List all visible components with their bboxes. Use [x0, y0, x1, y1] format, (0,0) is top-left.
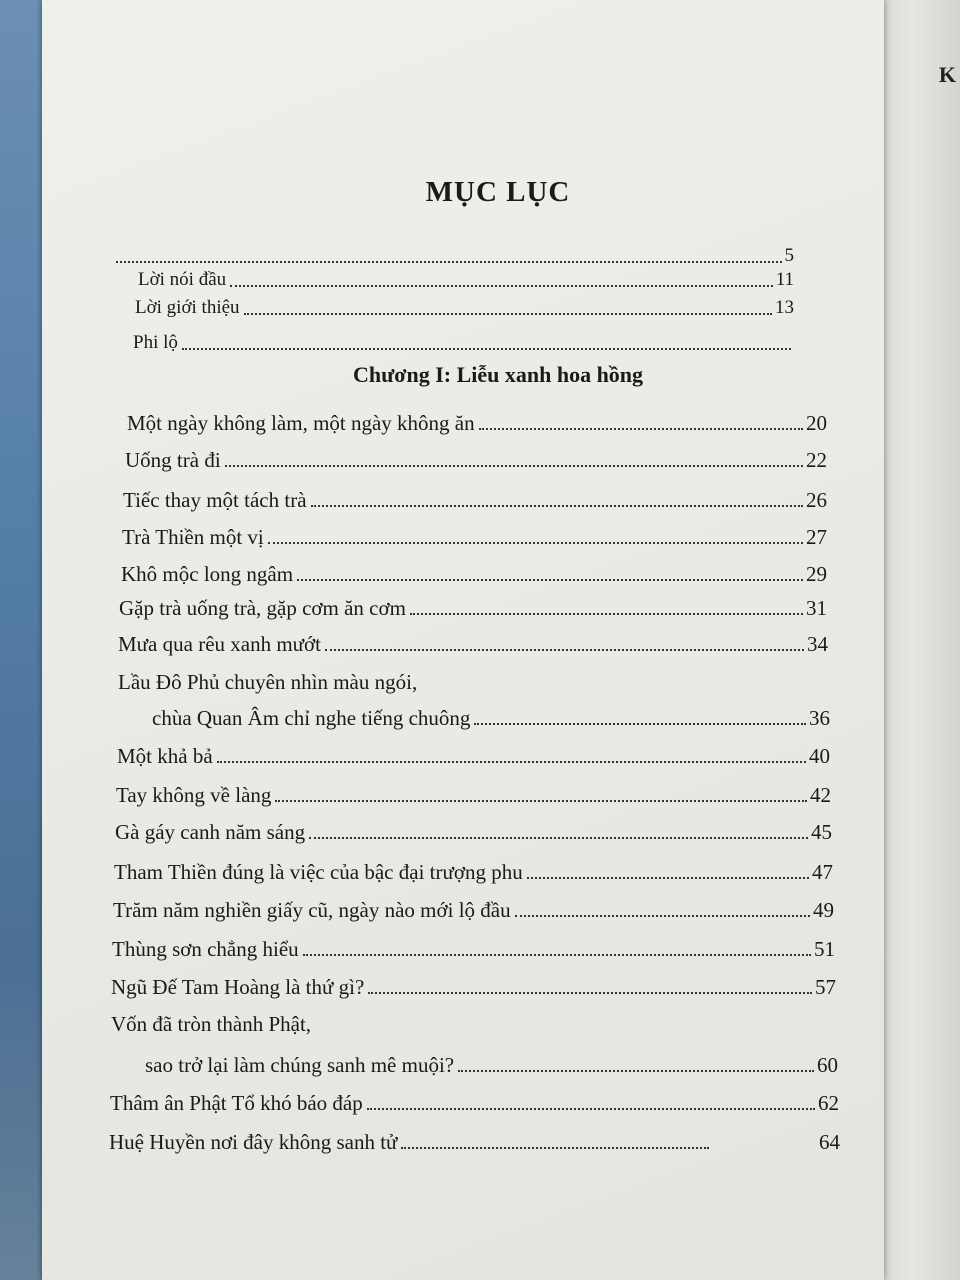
toc-entry — [138, 268, 794, 292]
toc-entry — [113, 898, 834, 922]
entry-page: 13 — [775, 297, 794, 318]
dot-leader — [309, 837, 808, 839]
dot-leader — [474, 723, 806, 725]
entry-label: Thâm ân Phật Tổ khó báo đáp — [110, 1091, 363, 1115]
toc-entry — [116, 783, 831, 807]
dot-leader — [297, 579, 803, 581]
entry-label: Tiếc thay một tách trà — [123, 488, 307, 512]
entry-label: Ngũ Đế Tam Hoàng là thứ gì? — [111, 975, 365, 999]
entry-label: Uống trà đi — [125, 448, 221, 472]
toc-entry — [122, 525, 827, 549]
toc-entry — [123, 488, 827, 512]
dot-leader — [225, 465, 803, 467]
dot-leader — [311, 505, 803, 507]
dot-leader — [268, 542, 803, 544]
toc-entry — [118, 632, 828, 656]
dot-leader — [410, 613, 803, 615]
entry-label: Gà gáy canh năm sáng — [115, 820, 306, 844]
entry-page: 60 — [817, 1053, 838, 1077]
toc-entry — [115, 820, 832, 844]
entry-page: 22 — [806, 448, 827, 472]
dot-leader — [458, 1070, 814, 1072]
entry-label: Vốn đã tròn thành Phật, — [111, 1012, 312, 1036]
entry-label: Lời nói đầu — [138, 269, 227, 290]
dot-leader — [230, 285, 773, 287]
toc-entry — [125, 448, 827, 472]
adjacent-page-text: K — [938, 62, 956, 87]
dot-leader — [182, 348, 791, 350]
entry-label: Mưa qua rêu xanh mướt — [118, 632, 321, 656]
dot-leader — [367, 1108, 815, 1110]
entry-label: Khô mộc long ngâm — [121, 562, 294, 586]
entry-label: Tham Thiền đúng là việc của bậc đại trượng phu — [114, 860, 523, 884]
entry-page: 27 — [806, 525, 827, 549]
entry-label: chùa Quan Âm chỉ nghe tiếng chuông — [152, 706, 471, 730]
entry-page: 36 — [809, 706, 830, 730]
entry-label: Thùng sơn chẳng hiểu — [112, 937, 299, 961]
toc-entry — [152, 706, 830, 730]
entry-page: 31 — [806, 596, 827, 620]
entry-page: 45 — [811, 820, 832, 844]
entry-label: Tay không về làng — [116, 783, 272, 807]
entry-page: 42 — [810, 783, 831, 807]
entry-page: 29 — [806, 562, 827, 586]
entry-page: 40 — [809, 744, 830, 768]
entry-label: Lầu Đô Phủ chuyên nhìn màu ngói, — [118, 670, 418, 694]
entry-label: Một ngày không làm, một ngày không ăn — [127, 411, 475, 435]
entry-label: Một khả bả — [117, 744, 213, 768]
toc-entry — [118, 670, 828, 694]
toc-entry — [111, 975, 836, 999]
toc-entry — [110, 1091, 839, 1115]
entry-label: Gặp trà uống trà, gặp cơm ăn cơm — [119, 596, 406, 620]
table-of-contents — [42, 0, 884, 1280]
toc-entry — [135, 296, 794, 320]
adjacent-page — [880, 0, 960, 1280]
toc-title: MỤC LỤC — [425, 176, 571, 208]
chapter-heading: Chương I: Liễu xanh hoa hồng — [352, 362, 644, 387]
entry-label: Huệ Huyền nơi đây không sanh tử — [109, 1130, 398, 1154]
dot-leader — [368, 992, 812, 994]
toc-entry — [112, 937, 835, 961]
entry-page: 20 — [806, 411, 827, 435]
entry-page: 62 — [818, 1091, 839, 1115]
entry-label: sao trở lại làm chúng sanh mê muội? — [145, 1053, 455, 1077]
entry-page: 11 — [775, 269, 794, 290]
entry-page: 64 — [819, 1130, 840, 1154]
entry-label: Phi lộ — [133, 332, 178, 353]
toc-entry — [112, 244, 794, 268]
dot-leader — [217, 761, 806, 763]
entry-page: 49 — [813, 898, 834, 922]
dot-leader — [401, 1147, 709, 1149]
dot-leader — [244, 313, 772, 315]
entry-page: 34 — [807, 632, 828, 656]
dot-leader — [116, 261, 782, 263]
entry-label: Lời giới thiệu — [135, 297, 240, 318]
entry-label: Trăm năm nghiền giấy cũ, ngày nào mới lộ đầu — [113, 898, 511, 922]
toc-entry — [133, 331, 794, 355]
toc-entry — [109, 1130, 840, 1154]
dot-leader — [303, 954, 811, 956]
toc-entry — [117, 744, 830, 768]
toc-entry — [127, 411, 827, 435]
entry-page: 26 — [806, 488, 827, 512]
dot-leader — [515, 915, 810, 917]
toc-entry — [119, 596, 827, 620]
entry-page: 57 — [815, 975, 836, 999]
dot-leader — [275, 800, 807, 802]
toc-entry — [111, 1012, 836, 1036]
toc-entry — [145, 1053, 838, 1077]
entry-page: 51 — [814, 937, 835, 961]
book-page — [42, 0, 884, 1280]
toc-entry — [121, 562, 827, 586]
dot-leader — [479, 428, 803, 430]
dot-leader — [527, 877, 809, 879]
entry-page: 5 — [784, 245, 794, 266]
entry-page: 47 — [812, 860, 833, 884]
entry-label: Trà Thiền một vị — [122, 525, 264, 549]
dot-leader — [325, 649, 804, 651]
toc-entry — [114, 860, 833, 884]
